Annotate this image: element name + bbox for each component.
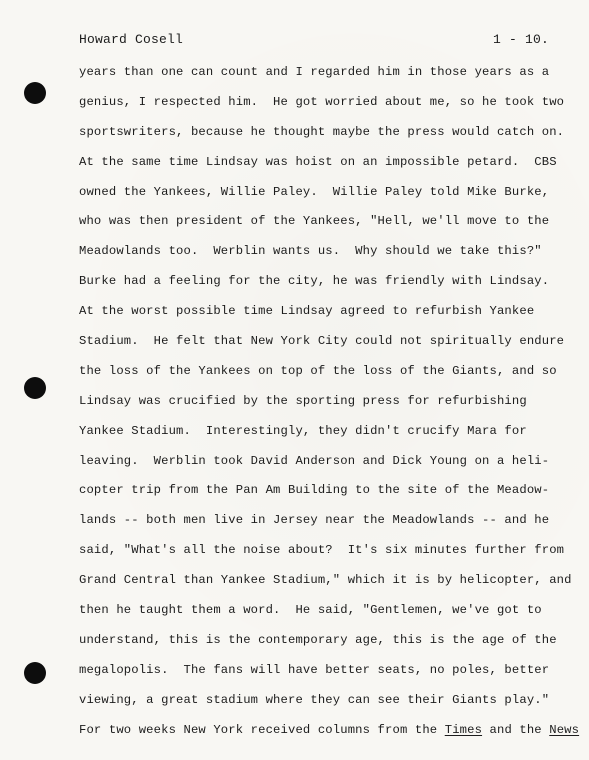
text-line: megalopolis. The fans will have better seats, no poles, better [79,662,550,677]
text-line: Meadowlands too. Werblin wants us. Why should we take this?" [79,244,542,259]
binder-hole-bottom [24,662,46,684]
header-page-number: 1 - 10. [493,32,550,47]
text-line: understand, this is the contemporary age, this is the age of the [79,632,557,647]
text-line: At the same time Lindsay was hoist on an impossible petard. CBS [79,154,557,169]
text-line: viewing, a great stadium where they can see their Giants play." [79,692,550,707]
text-line: who was then president of the Yankees, "Hell, we'll move to the [79,214,550,229]
typed-body-text [79,58,580,745]
text-line: sportswriters, because he thought maybe the press would catch on. [79,124,565,139]
text-line: years than one can count and I regarded him in those years as a [79,65,550,79]
header-author: Howard Cosell [79,32,184,47]
text-line: Stadium. He felt that New York City could not spiritually endure [79,334,565,349]
text-line: genius, I respected him. He got worried about me, so he took two [79,94,565,109]
text-line: Yankee Stadium. Interestingly, they didn't crucify Mara for [79,423,527,438]
text-line: At the worst possible time Lindsay agreed to refurbish Yankee [79,304,535,319]
text-line: said, "What's all the noise about? It's six minutes further from [79,543,565,558]
underlined-news: News [549,722,580,737]
text-line: leaving. Werblin took David Anderson and Dick Young on a heli- [79,453,550,468]
text-line: Grand Central than Yankee Stadium," which it is by helicopter, and [79,573,572,588]
text-line: Burke had a feeling for the city, he was friendly with Lindsay. [79,274,550,289]
underlined-times: Times [444,722,483,737]
binder-hole-top [24,82,46,104]
text-line: then he taught them a word. He said, "Gentlemen, we've got to [79,603,542,618]
text-line: Lindsay was crucified by the sporting press for refurbishing [79,393,527,408]
text-line: lands -- both men live in Jersey near the Meadowlands -- and he [79,513,550,528]
text-line: the loss of the Yankees on top of the loss of the Giants, and so [79,363,557,378]
binder-hole-middle [24,377,46,399]
text-line: copter trip from the Pan Am Building to the site of the Meadow- [79,483,550,498]
text-line: owned the Yankees, Willie Paley. Willie Paley told Mike Burke, [79,184,550,199]
last-line-start: For two weeks New York received columns from the [79,722,445,737]
text-line-last [79,716,580,746]
last-line-middle: and the [482,722,550,737]
